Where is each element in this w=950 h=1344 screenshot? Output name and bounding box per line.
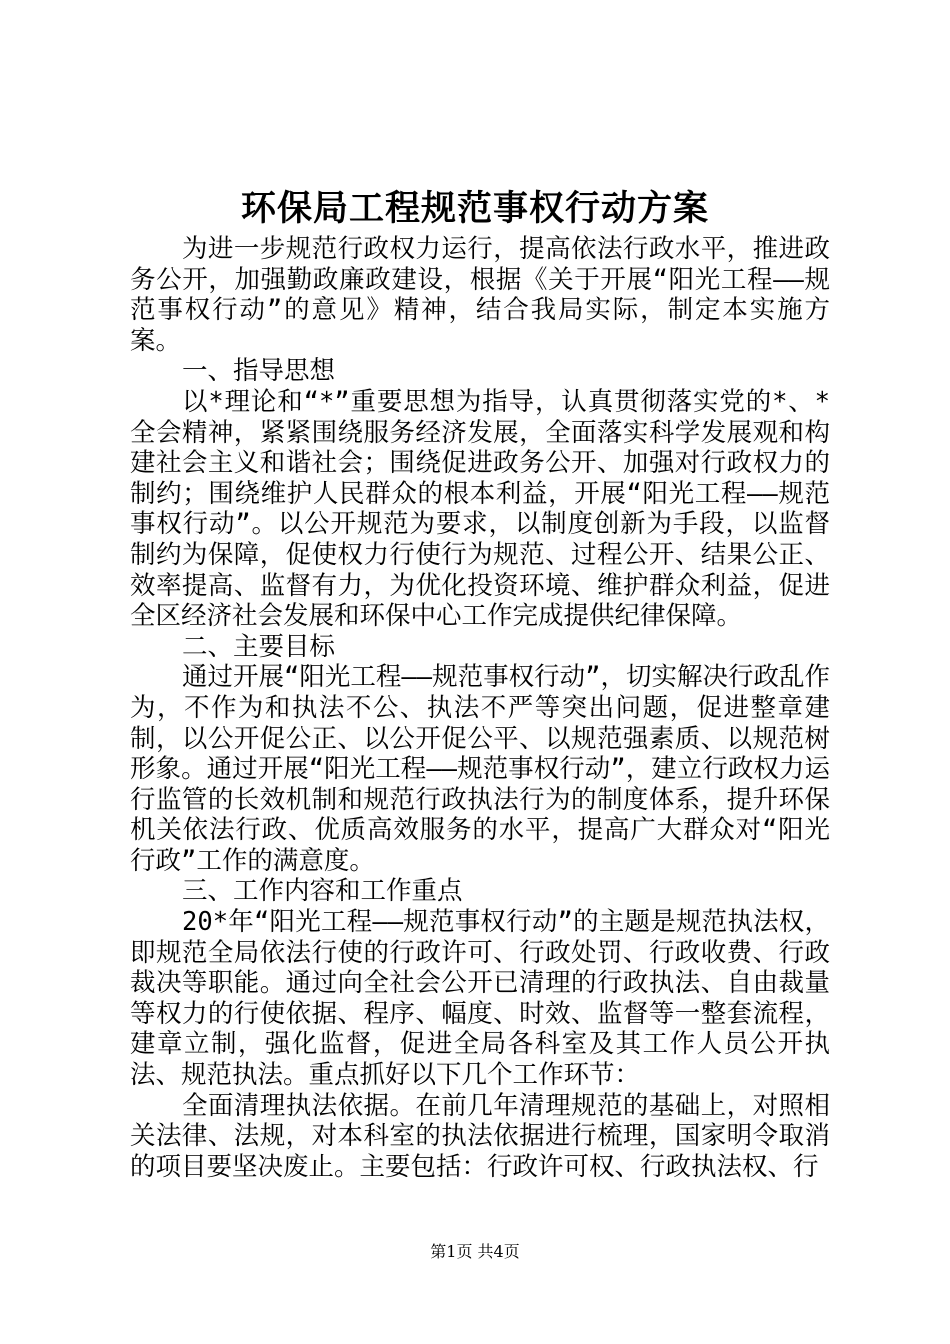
main-goals-paragraph: 通过开展“阳光工程——规范事权行动”，切实解决行政乱作为，不作为和执法不公、执法不严等突出问题，促进整章建制，以公开促公正、以公开促公平、以规范强素质、以规范树形象。通过开展“阳光工程——规范事权行动”，建立行政权力运行监管的长效机制和规范行政执法行为的制度体系，提升环保机关依法行政、优质高效服务的水平，提高广大群众对“阳光行政”工作的满意度。	[130, 662, 830, 876]
guiding-ideology-paragraph: 以*理论和“*”重要思想为指导，认真贯彻落实党的*、*全会精神，紧紧围绕服务经济发展，全面落实科学发展观和构建社会主义和谐社会；围绕促进政务公开、加强对行政权力的制约；围绕维护人民群众的根本利益，开展“阳光工程——规范事权行动”。以公开规范为要求，以制度创新为手段，以监督制约为保障，促使权力行使行为规范、过程公开、结果公正、效率提高、监督有力，为优化投资环境、维护群众利益，促进全区经济社会发展和环保中心工作完成提供纪律保障。	[130, 386, 830, 632]
clean-up-paragraph: 全面清理执法依据。在前几年清理规范的基础上，对照相关法律、法规，对本科室的执法依据进行梳理，国家明令取消的项目要坚决废止。主要包括：行政许可权、行政执法权、行	[130, 1090, 830, 1182]
document-body	[130, 234, 830, 1182]
section-heading-guiding-ideology: 一、指导思想	[182, 356, 336, 387]
work-content-paragraph: 20*年“阳光工程——规范事权行动”的主题是规范执法权，即规范全局依法行使的行政许可、行政处罚、行政收费、行政裁决等职能。通过向全社会公开已清理的行政执法、自由裁量等权力的行使依据、程序、幅度、时效、监督等一整套流程，建章立制，强化监督，促进全局各科室及其工作人员公开执法、规范执法。重点抓好以下几个工作环节：	[130, 907, 830, 1091]
section-heading-main-goals: 二、主要目标	[182, 631, 336, 662]
intro-paragraph: 为进一步规范行政权力运行，提高依法行政水平，推进政务公开，加强勤政廉政建设，根据《关于开展“阳光工程——规范事权行动”的意见》精神，结合我局实际，制定本实施方案。	[130, 234, 830, 356]
document-title: 环保局工程规范事权行动方案	[240, 188, 709, 229]
section-heading-work-content: 三、工作内容和工作重点	[182, 876, 463, 907]
page-footer: 第1页 共4页	[430, 1242, 520, 1261]
